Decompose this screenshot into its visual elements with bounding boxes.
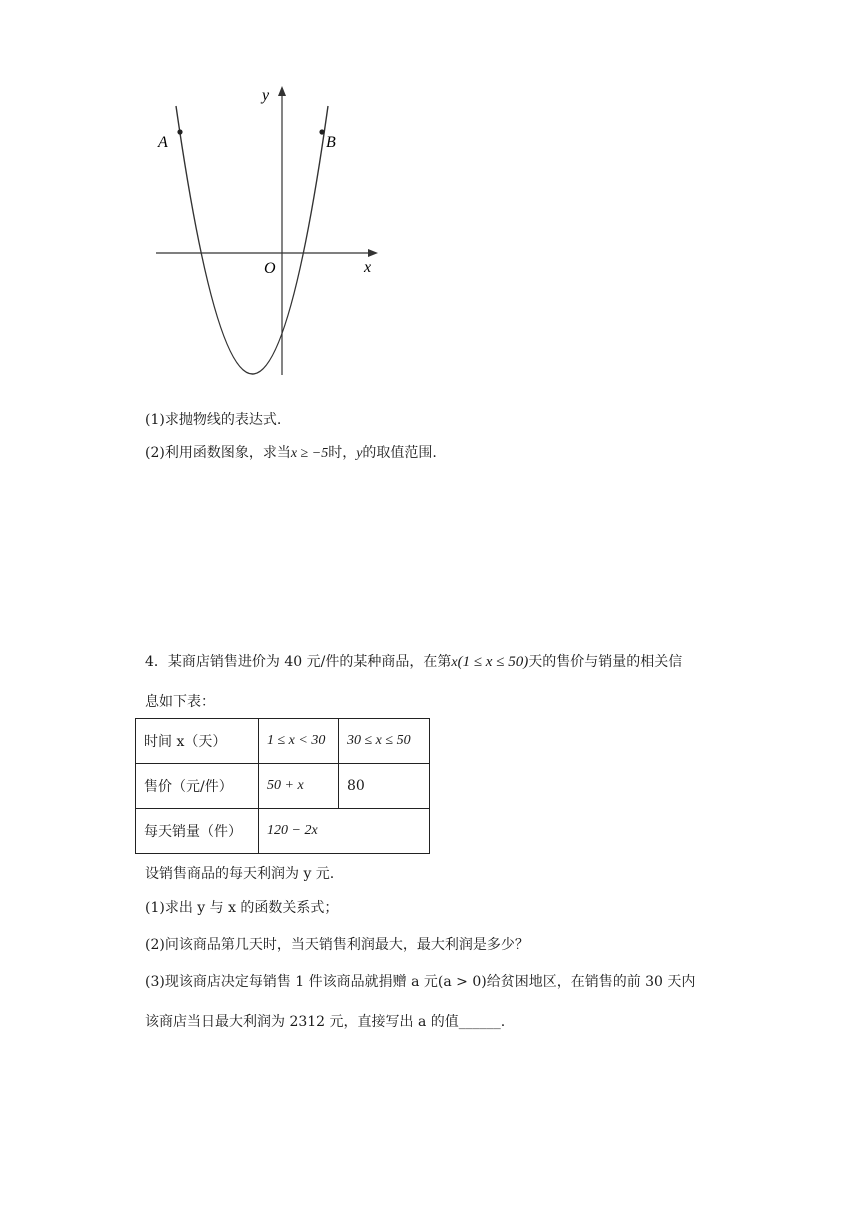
q4-number: 4．: [145, 654, 168, 670]
point-b-label: B: [326, 134, 336, 151]
q3-part2-middle: 时，: [328, 445, 357, 461]
q3-part2-prefix: (2)利用函数图象，求当: [145, 445, 291, 461]
point-a: [177, 129, 182, 134]
table-cell: 售价（元/件）: [136, 764, 259, 809]
q4-part1: (1)求出 y 与 x 的函数关系式；: [145, 900, 339, 916]
q4-intro-line2: 息如下表：: [145, 694, 215, 710]
parabola-curve: [176, 106, 328, 374]
q4-part3-line2: 该商店当日最大利润为 2312 元，直接写出 a 的值______.: [145, 1014, 506, 1030]
origin-label: O: [264, 260, 276, 277]
point-b: [319, 129, 324, 134]
table-cell: 时间 x（天）: [136, 719, 259, 764]
table-cell: 30 ≤ x ≤ 50: [339, 719, 430, 764]
table-cell: 120 − 2x: [259, 809, 430, 854]
q4-profit-def: 设销售商品的每天利润为 y 元.: [145, 866, 335, 882]
q4-intro-1: 某商店销售进价为 40 元/件的某种商品，在第: [167, 654, 452, 670]
table-cell: 50 + x: [259, 764, 339, 809]
y-axis-arrow: [278, 86, 286, 96]
q4-info-table: [135, 718, 430, 854]
point-a-label: A: [158, 134, 168, 151]
q4-intro-line1: [145, 652, 682, 673]
table-row: [136, 719, 430, 764]
table-cell: 每天销量（件）: [136, 809, 259, 854]
x-axis-label: x: [364, 259, 372, 276]
x-axis-arrow: [368, 249, 378, 257]
table-row: [136, 764, 430, 809]
q4-intro-range: (1 ≤ x ≤ 50): [457, 654, 529, 670]
y-axis-label: y: [262, 87, 270, 104]
q3-part1: (1)求抛物线的表达式.: [145, 412, 282, 428]
table-row: [136, 809, 430, 854]
table-cell: 80: [339, 764, 430, 809]
q3-part2-suffix: 的取值范围.: [362, 445, 437, 461]
q3-part2-condition: x ≥ −5: [290, 446, 329, 461]
q4-intro-2: 天的售价与销量的相关信: [528, 654, 683, 670]
parabola-graph: [140, 80, 390, 390]
q3-part2: [145, 443, 437, 464]
q4-part3-line1: (3)现该商店决定每销售 1 件该商品就捐赠 a 元(a > 0)给贫困地区，在销售的前 30 天内: [145, 974, 696, 990]
q4-intro-var: x: [451, 655, 458, 670]
table-cell: 1 ≤ x < 30: [259, 719, 339, 764]
q4-part2: (2)问该商品第几天时，当天销售利润最大，最大利润是多少？: [145, 937, 529, 953]
q3-part2-var: y: [356, 446, 363, 461]
